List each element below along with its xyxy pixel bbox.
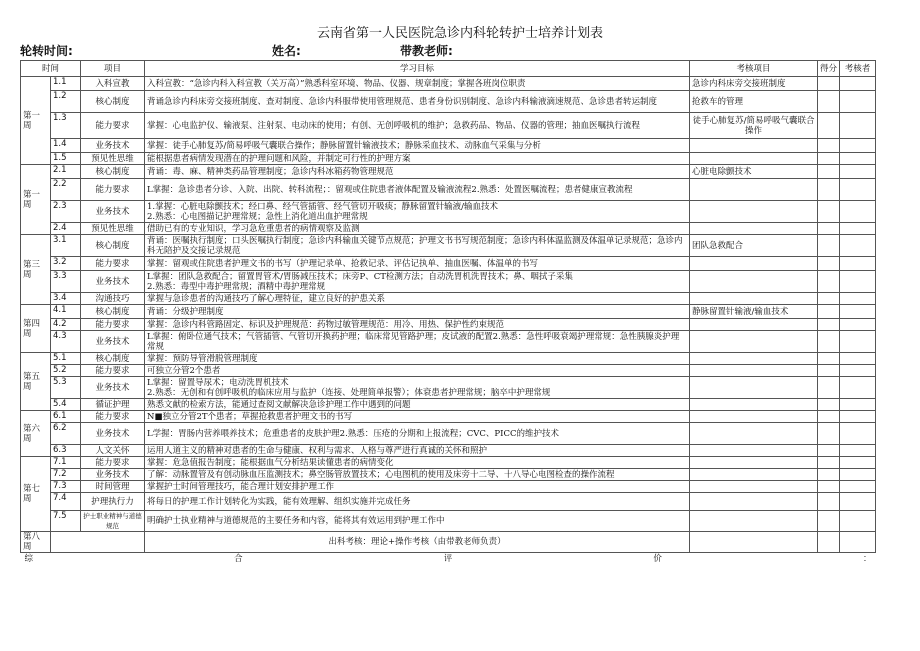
- table-row: [21, 481, 876, 493]
- item-category: 能力要求: [81, 257, 145, 271]
- assessment-item: 徒手心肺复苏/简易呼吸气囊联合操作: [690, 113, 818, 139]
- score-cell[interactable]: [818, 223, 840, 235]
- item-number: 2.3: [51, 201, 81, 223]
- learning-goal: 掌握与急诊患者的沟通技巧了解心理特征，建立良好的护患关系: [145, 293, 690, 305]
- learning-goal: 可独立分管2个患者: [145, 365, 690, 377]
- examiner-cell[interactable]: [840, 399, 876, 411]
- item-category: 核心制度: [81, 91, 145, 113]
- item-number: 1.3: [51, 113, 81, 139]
- item-number: 2.1: [51, 165, 81, 179]
- learning-goal: N■独立分管2T个患者；草握抢救患者护理文书的书写: [145, 411, 690, 423]
- learning-goal: 背诵：分级护理制度: [145, 305, 690, 319]
- score-cell[interactable]: [818, 139, 840, 153]
- learning-goal: 能根据患者病情发现潜在的护理问题和风险，并制定可行性的护理方案: [145, 153, 690, 165]
- item-number: 2.2: [51, 179, 81, 201]
- learning-goal: L学握：胃肠内营养喂养技术；危重患者的皮肤护理2.熟悉：压疮的分期和上报流程；CVC、PICC的维护技术: [145, 423, 690, 445]
- table-row: [21, 469, 876, 481]
- score-cell[interactable]: [818, 77, 840, 91]
- table-row: [21, 179, 876, 201]
- item-category: 业务技术: [81, 331, 145, 353]
- learning-goal: 掌握：危急值报告制度；能根据血气分析结果读懂患者的病情变化: [145, 457, 690, 469]
- item-category: 业务技术: [81, 139, 145, 153]
- table-row: [21, 153, 876, 165]
- examiner-cell[interactable]: [840, 91, 876, 113]
- table-row: [21, 532, 876, 553]
- score-cell[interactable]: [818, 91, 840, 113]
- item-number: 3.1: [51, 235, 81, 257]
- table-row: [21, 423, 876, 445]
- score-cell[interactable]: [818, 365, 840, 377]
- item-number: 5.3: [51, 377, 81, 399]
- item-number: 4.2: [51, 319, 81, 331]
- table-row: [21, 113, 876, 139]
- item-number: 6.2: [51, 423, 81, 445]
- item-category: 能力要求: [81, 365, 145, 377]
- item-category: 核心制度: [81, 165, 145, 179]
- item-category: 核心制度: [81, 305, 145, 319]
- teacher-label: 带教老师:: [400, 44, 453, 58]
- examiner-cell[interactable]: [840, 165, 876, 179]
- item-number: 1.4: [51, 139, 81, 153]
- examiner-cell[interactable]: [840, 353, 876, 365]
- assessment-item: [690, 377, 818, 399]
- score-cell[interactable]: [818, 469, 840, 481]
- item-category: 业务技术: [81, 469, 145, 481]
- item-number: 5.4: [51, 399, 81, 411]
- item-number: 7.2: [51, 469, 81, 481]
- examiner-cell[interactable]: [840, 365, 876, 377]
- page-title: 云南省第一人民医院急诊内科轮转护士培养计划表: [316, 26, 603, 41]
- assessment-item: [690, 201, 818, 223]
- item-category: 业务技术: [81, 423, 145, 445]
- table-row: [21, 77, 876, 91]
- assessment-item: [690, 532, 818, 553]
- score-cell[interactable]: [818, 113, 840, 139]
- examiner-cell[interactable]: [840, 331, 876, 353]
- item-number: 7.3: [51, 481, 81, 493]
- learning-goal: 掌握：徒手心肺复苏/简易呼吸气囊联合操作；静脉留置针输液技术；静脉采血技术、动脉血气采集与分析: [145, 139, 690, 153]
- learning-goal: L掌握：俯卧位通气技术；气管插管、气管切开换药护理；临床常见管路护理；皮试液的配置2.熟悉：急性呼吸衰竭护理常规：急性胰腺炎护理常规: [145, 331, 690, 353]
- table-row: [21, 457, 876, 469]
- learning-goal: 掌握：留观或住院患者护理文书的书写（护理记录单、抢救记录、评估记执单、抽血医嘱、体温单的书写: [145, 257, 690, 271]
- item-number: 5.2: [51, 365, 81, 377]
- learning-goal: 背诵：医嘱执行制度；口头医嘱执行制度；急诊内科输血关键节点规范；护理文书书写规范制度；急诊内科体温监测及体温单记录规范；急诊内科无陪护及交接记录规范: [145, 235, 690, 257]
- table-row: [21, 411, 876, 423]
- week-cell: 第四周: [21, 305, 51, 353]
- evaluation-label-char: ：: [863, 553, 872, 564]
- learning-goal: 掌握护士时间管理技巧，能合理计划安排护理工作: [145, 481, 690, 493]
- score-cell[interactable]: [818, 165, 840, 179]
- item-category: 预见性思维: [81, 223, 145, 235]
- examiner-cell[interactable]: [840, 257, 876, 271]
- examiner-cell[interactable]: [840, 153, 876, 165]
- learning-goal: 背诵急诊内科床旁交接班制度、查对制度、急诊内科服带使用管理规范、患者身份识别制度、急诊内科输液滴速规范、急诊患者转运制度: [145, 91, 690, 113]
- assessment-item: 心脏电除颤技术: [690, 165, 818, 179]
- item-category: 时间管理: [81, 481, 145, 493]
- examiner-cell[interactable]: [840, 423, 876, 445]
- score-cell[interactable]: [818, 235, 840, 257]
- item-category: 能力要求: [81, 179, 145, 201]
- table-row: [21, 201, 876, 223]
- score-cell[interactable]: [818, 257, 840, 271]
- learning-goal: L掌握：急诊患者分诊、入院、出院、转科流程；：留观或住院患者液体配置及输液流程2.熟悉：处置医嘱流程；患者健康宣教流程: [145, 179, 690, 201]
- examiner-cell[interactable]: [840, 139, 876, 153]
- week-cell: 第一周: [21, 77, 51, 165]
- week-cell: 第一周: [21, 165, 51, 235]
- score-cell[interactable]: [818, 179, 840, 201]
- learning-goal: 1.掌握：心脏电除颤技术；经口鼻、经气管插管、经气管切开吸痰；静脉留置针输液/输血技术 2.熟悉：心电图描记护理常规；急性上消化道出血护理常规: [145, 201, 690, 223]
- assessment-item: [690, 319, 818, 331]
- assessment-item: [690, 423, 818, 445]
- assessment-item: [690, 139, 818, 153]
- item-number: 7.1: [51, 457, 81, 469]
- week-cell: 第五周: [21, 353, 51, 411]
- item-number: 1.2: [51, 91, 81, 113]
- score-cell[interactable]: [818, 481, 840, 493]
- table-row: [21, 235, 876, 257]
- assessment-item: 急诊内科床旁交接班制度: [690, 77, 818, 91]
- score-cell[interactable]: [818, 377, 840, 399]
- examiner-cell[interactable]: [840, 493, 876, 511]
- score-cell[interactable]: [818, 271, 840, 293]
- table-row: [21, 353, 876, 365]
- item-number: 3.3: [51, 271, 81, 293]
- table-body: [21, 77, 876, 565]
- score-cell[interactable]: [818, 153, 840, 165]
- item-category: 入科宣教: [81, 77, 145, 91]
- examiner-cell[interactable]: [840, 113, 876, 139]
- final-exam-cell: 出科考核：理论+操作考核（由带教老师负责）: [145, 532, 690, 553]
- week-cell: 第八周: [21, 532, 51, 553]
- score-cell[interactable]: [818, 399, 840, 411]
- learning-goal: 掌握：急诊内科管路固定、标识及护理规范：药物过敏管理规范：用冷、用热、保护性约束规范: [145, 319, 690, 331]
- assessment-item: [690, 445, 818, 457]
- item-category: 沟通技巧: [81, 293, 145, 305]
- col-header-time: 时间: [21, 61, 81, 77]
- item-number: 6.1: [51, 411, 81, 423]
- col-header-assess: 考核项目: [690, 61, 818, 77]
- examiner-cell[interactable]: [840, 319, 876, 331]
- item-category: 业务技术: [81, 377, 145, 399]
- table-row: [21, 305, 876, 319]
- examiner-cell[interactable]: [840, 445, 876, 457]
- score-cell[interactable]: [818, 293, 840, 305]
- rotation-time-label: 轮转时间:: [20, 44, 73, 58]
- item-category: 业务技术: [81, 271, 145, 293]
- item-number: 4.3: [51, 331, 81, 353]
- evaluation-row: [21, 553, 876, 565]
- training-plan-table: [20, 60, 876, 565]
- score-cell[interactable]: [818, 353, 840, 365]
- table-row: [21, 493, 876, 511]
- examiner-cell[interactable]: [840, 179, 876, 201]
- assessment-item: [690, 223, 818, 235]
- evaluation-label-char: 合: [234, 553, 243, 564]
- examiner-cell[interactable]: [840, 293, 876, 305]
- assessment-item: [690, 493, 818, 511]
- item-category: 能力要求: [81, 457, 145, 469]
- table-row: [21, 445, 876, 457]
- item-category: 护士职业精神与道德规范: [81, 511, 145, 532]
- assessment-item: [690, 257, 818, 271]
- table-row: [21, 271, 876, 293]
- examiner-cell[interactable]: [840, 377, 876, 399]
- examiner-cell[interactable]: [840, 457, 876, 469]
- item-category: 人文关怀: [81, 445, 145, 457]
- table-row: [21, 377, 876, 399]
- score-cell[interactable]: [818, 423, 840, 445]
- week-cell: 第三周: [21, 235, 51, 305]
- learning-goal: 了解：动脉置管及有创动脉血压监测技术；鼻空肠管放置技术；心电图机的使用及床旁十二导、十八导心电图检查的操作流程: [145, 469, 690, 481]
- score-cell[interactable]: [818, 331, 840, 353]
- assessment-item: [690, 271, 818, 293]
- score-cell[interactable]: [818, 457, 840, 469]
- examiner-cell[interactable]: [840, 235, 876, 257]
- assessment-item: [690, 293, 818, 305]
- assessment-item: [690, 331, 818, 353]
- item-category: 能力要求: [81, 113, 145, 139]
- item-category: 护理执行力: [81, 493, 145, 511]
- learning-goal: 掌握：心电监护仪、输液泵、注射泵、电动床的使用；有创、无创呼吸机的维护；急救药品、物品、仪器的管理；抽血医嘱执行流程: [145, 113, 690, 139]
- item-number: 7.5: [51, 511, 81, 532]
- week-cell: 第七周: [21, 457, 51, 532]
- score-cell[interactable]: [818, 445, 840, 457]
- item-number: 7.4: [51, 493, 81, 511]
- table-row: [21, 139, 876, 153]
- learning-goal: 借助已有的专业知识，学习急危重患者的病情观察及监测: [145, 223, 690, 235]
- item-category: 核心制度: [81, 235, 145, 257]
- assessment-item: 抢救车的管理: [690, 91, 818, 113]
- examiner-cell[interactable]: [840, 469, 876, 481]
- examiner-cell[interactable]: [840, 223, 876, 235]
- item-number: 4.1: [51, 305, 81, 319]
- learning-goal: 运用人道主义的精神对患者的生命与健康、权利与需求、人格与尊严进行真诚的关怀和照护: [145, 445, 690, 457]
- col-header-score: 得分: [818, 61, 840, 77]
- table-row: [21, 399, 876, 411]
- item-number: 6.3: [51, 445, 81, 457]
- score-cell[interactable]: [818, 319, 840, 331]
- col-header-examiner: 考核者: [840, 61, 876, 77]
- examiner-cell[interactable]: [840, 532, 876, 553]
- assessment-item: [690, 411, 818, 423]
- assessment-item: [690, 511, 818, 532]
- table-row: [21, 223, 876, 235]
- evaluation-label-char: 综: [24, 553, 34, 564]
- item-category: 能力要求: [81, 319, 145, 331]
- assessment-item: 静脉留置针输液/输血技术: [690, 305, 818, 319]
- name-label: 姓名:: [272, 44, 301, 58]
- item-category: 业务技术: [81, 201, 145, 223]
- evaluation-label-char: 价: [653, 553, 662, 564]
- score-cell[interactable]: [818, 305, 840, 319]
- col-header-goal: 学习目标: [145, 61, 690, 77]
- table-row: [21, 331, 876, 353]
- table-row: [21, 165, 876, 179]
- item-number: 1.5: [51, 153, 81, 165]
- assessment-item: [690, 457, 818, 469]
- item-number: 2.4: [51, 223, 81, 235]
- table-row: [21, 365, 876, 377]
- assessment-item: 团队急救配合: [690, 235, 818, 257]
- col-header-item: 项目: [81, 61, 145, 77]
- table-row: [21, 511, 876, 532]
- learning-goal: 背诵：毒、麻、精神类药品管理制度；急诊内科冰箱药物管理规范: [145, 165, 690, 179]
- item-number: 3.4: [51, 293, 81, 305]
- examiner-cell[interactable]: [840, 201, 876, 223]
- examiner-cell[interactable]: [840, 271, 876, 293]
- learning-goal: L掌握：团队急救配合；留置胃管术/胃肠减压技术；床旁P、CT检测方法；自动洗胃机洗胃技术；鼻、咽拭子采集 2.熟悉：毒型中毒护理常规；酒精中毒护理常规: [145, 271, 690, 293]
- final-spacer: [51, 532, 145, 553]
- table-row: [21, 257, 876, 271]
- item-number: 3.2: [51, 257, 81, 271]
- learning-goal: 熟悉文献的检索方法，能通过查阅文献解决急诊护理工作中遇到的问题: [145, 399, 690, 411]
- score-cell[interactable]: [818, 493, 840, 511]
- overall-evaluation[interactable]: [21, 553, 876, 565]
- table-header-row: [21, 61, 876, 77]
- learning-goal: 掌握：预防导管滑脱管理制度: [145, 353, 690, 365]
- item-category: 循证护理: [81, 399, 145, 411]
- learning-goal: 明确护士执业精神与道德规范的主要任务和内容，能将其有效运用到护理工作中: [145, 511, 690, 532]
- item-number: 1.1: [51, 77, 81, 91]
- learning-goal: 将每日的护理工作计划转化为实践，能有效理解、组织实施并完成任务: [145, 493, 690, 511]
- score-cell[interactable]: [818, 532, 840, 553]
- examiner-cell[interactable]: [840, 305, 876, 319]
- week-cell: 第六周: [21, 411, 51, 457]
- item-category: 核心制度: [81, 353, 145, 365]
- table-row: [21, 319, 876, 331]
- learning-goal: L掌握：留置导尿术；电动洗胃机技术 2.熟悉：无创和有创呼吸机的临床应用与监护（连接、处理简单报警）；体衰患者护理常规；脑卒中护理常规: [145, 377, 690, 399]
- assessment-item: [690, 399, 818, 411]
- examiner-cell[interactable]: [840, 77, 876, 91]
- score-cell[interactable]: [818, 201, 840, 223]
- learning-goal: 入科宣教：“急诊内科入科宣教（关万高）”熟悉科室环境、物品、仪器、规章制度；掌握各班岗位职责: [145, 77, 690, 91]
- examiner-cell[interactable]: [840, 481, 876, 493]
- table-row: [21, 91, 876, 113]
- examiner-cell[interactable]: [840, 411, 876, 423]
- assessment-item: [690, 353, 818, 365]
- item-category: 预见性思维: [81, 153, 145, 165]
- examiner-cell[interactable]: [840, 511, 876, 532]
- item-category: 能力要求: [81, 411, 145, 423]
- assessment-item: [690, 153, 818, 165]
- assessment-item: [690, 365, 818, 377]
- assessment-item: [690, 179, 818, 201]
- score-cell[interactable]: [818, 411, 840, 423]
- evaluation-label-char: 评: [443, 553, 453, 564]
- assessment-item: [690, 481, 818, 493]
- score-cell[interactable]: [818, 511, 840, 532]
- item-number: 5.1: [51, 353, 81, 365]
- table-row: [21, 293, 876, 305]
- assessment-item: [690, 469, 818, 481]
